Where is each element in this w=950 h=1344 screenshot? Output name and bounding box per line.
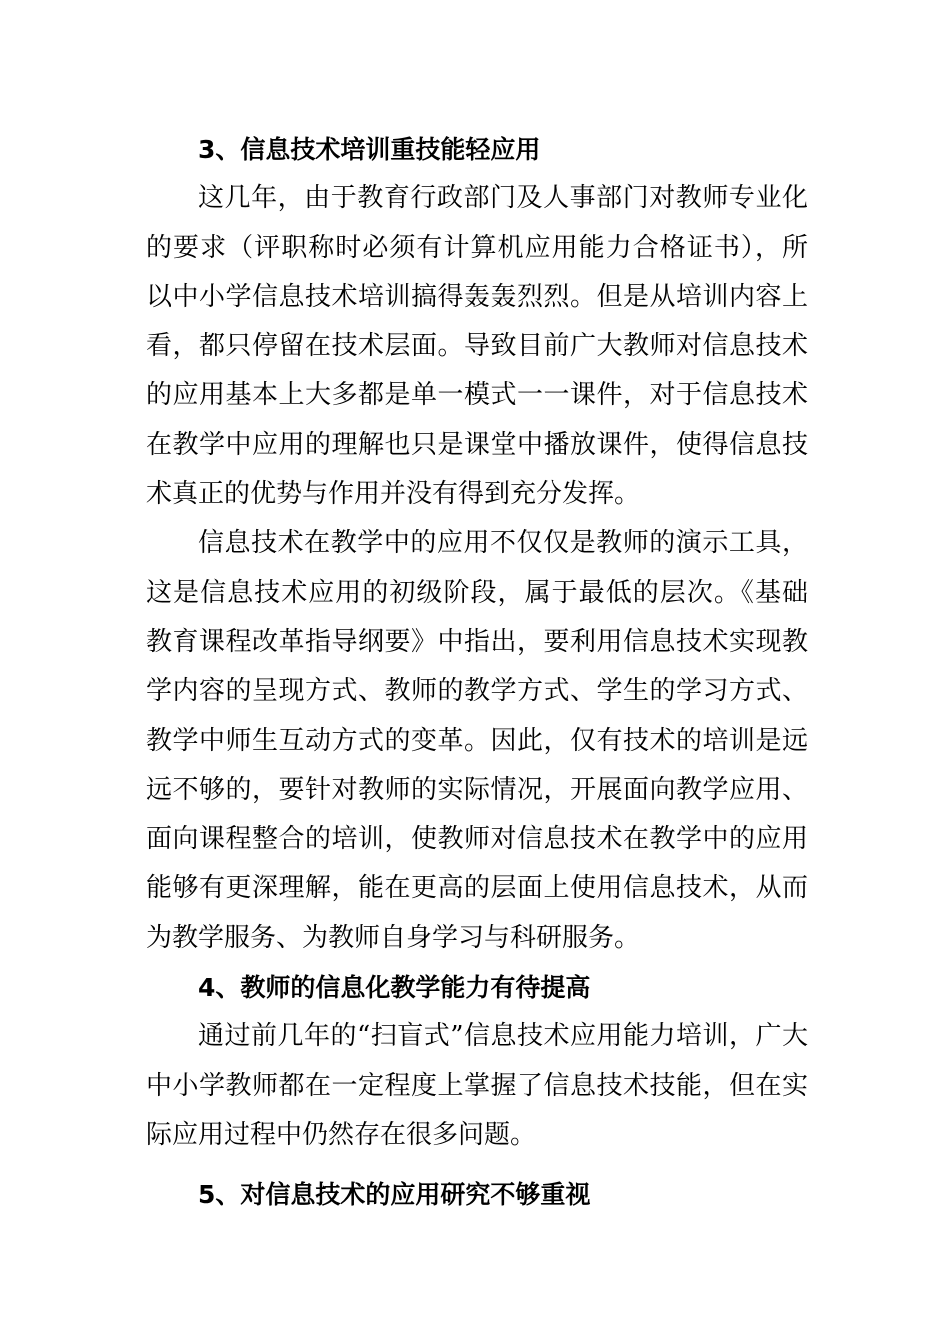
section-heading-3: 3、信息技术培训重技能轻应用 xyxy=(198,135,541,164)
body-paragraph: 通过前几年的“扫盲式”信息技术应用能力培训，广大中小学教师都在一定程度上掌握了信息技术技能，但在实际应用过程中仍然存在很多问题。 xyxy=(146,1021,808,1150)
body-paragraph: 这几年，由于教育行政部门及人事部门对教师专业化的要求（评职称时必须有计算机应用能力合格证书），所以中小学信息技术培训搞得轰轰烈烈。但是从培训内容上看，都只停留在技术层面。导致目前广大教师对信息技术的应用基本上大多都是单一模式一一课件，对于信息技术在教学中应用的理解也只是课堂中播放课件，使得信息技术真正的优势与作用并没有得到充分发挥。 xyxy=(146,183,808,510)
body-paragraph: 信息技术在教学中的应用不仅仅是教师的演示工具，这是信息技术应用的初级阶段，属于最低的层次。《基础教育课程改革指导纲要》中指出，要利用信息技术实现教学内容的呈现方式、教师的教学方式、学生的学习方式、教学中师生互动方式的变革。因此，仅有技术的培训是远远不够的，要针对教师的实际情况，开展面向教学应用、面向课程整合的培训，使教师对信息技术在教学中的应用能够有更深理解，能在更高的层面上使用信息技术，从而为教学服务、为教师自身学习与科研服务。 xyxy=(146,528,808,953)
document-body xyxy=(146,125,808,1220)
section-heading-4: 4、教师的信息化教学能力有待提高 xyxy=(198,973,591,1003)
section-heading-5: 5、对信息技术的应用研究不够重视 xyxy=(198,1180,591,1210)
